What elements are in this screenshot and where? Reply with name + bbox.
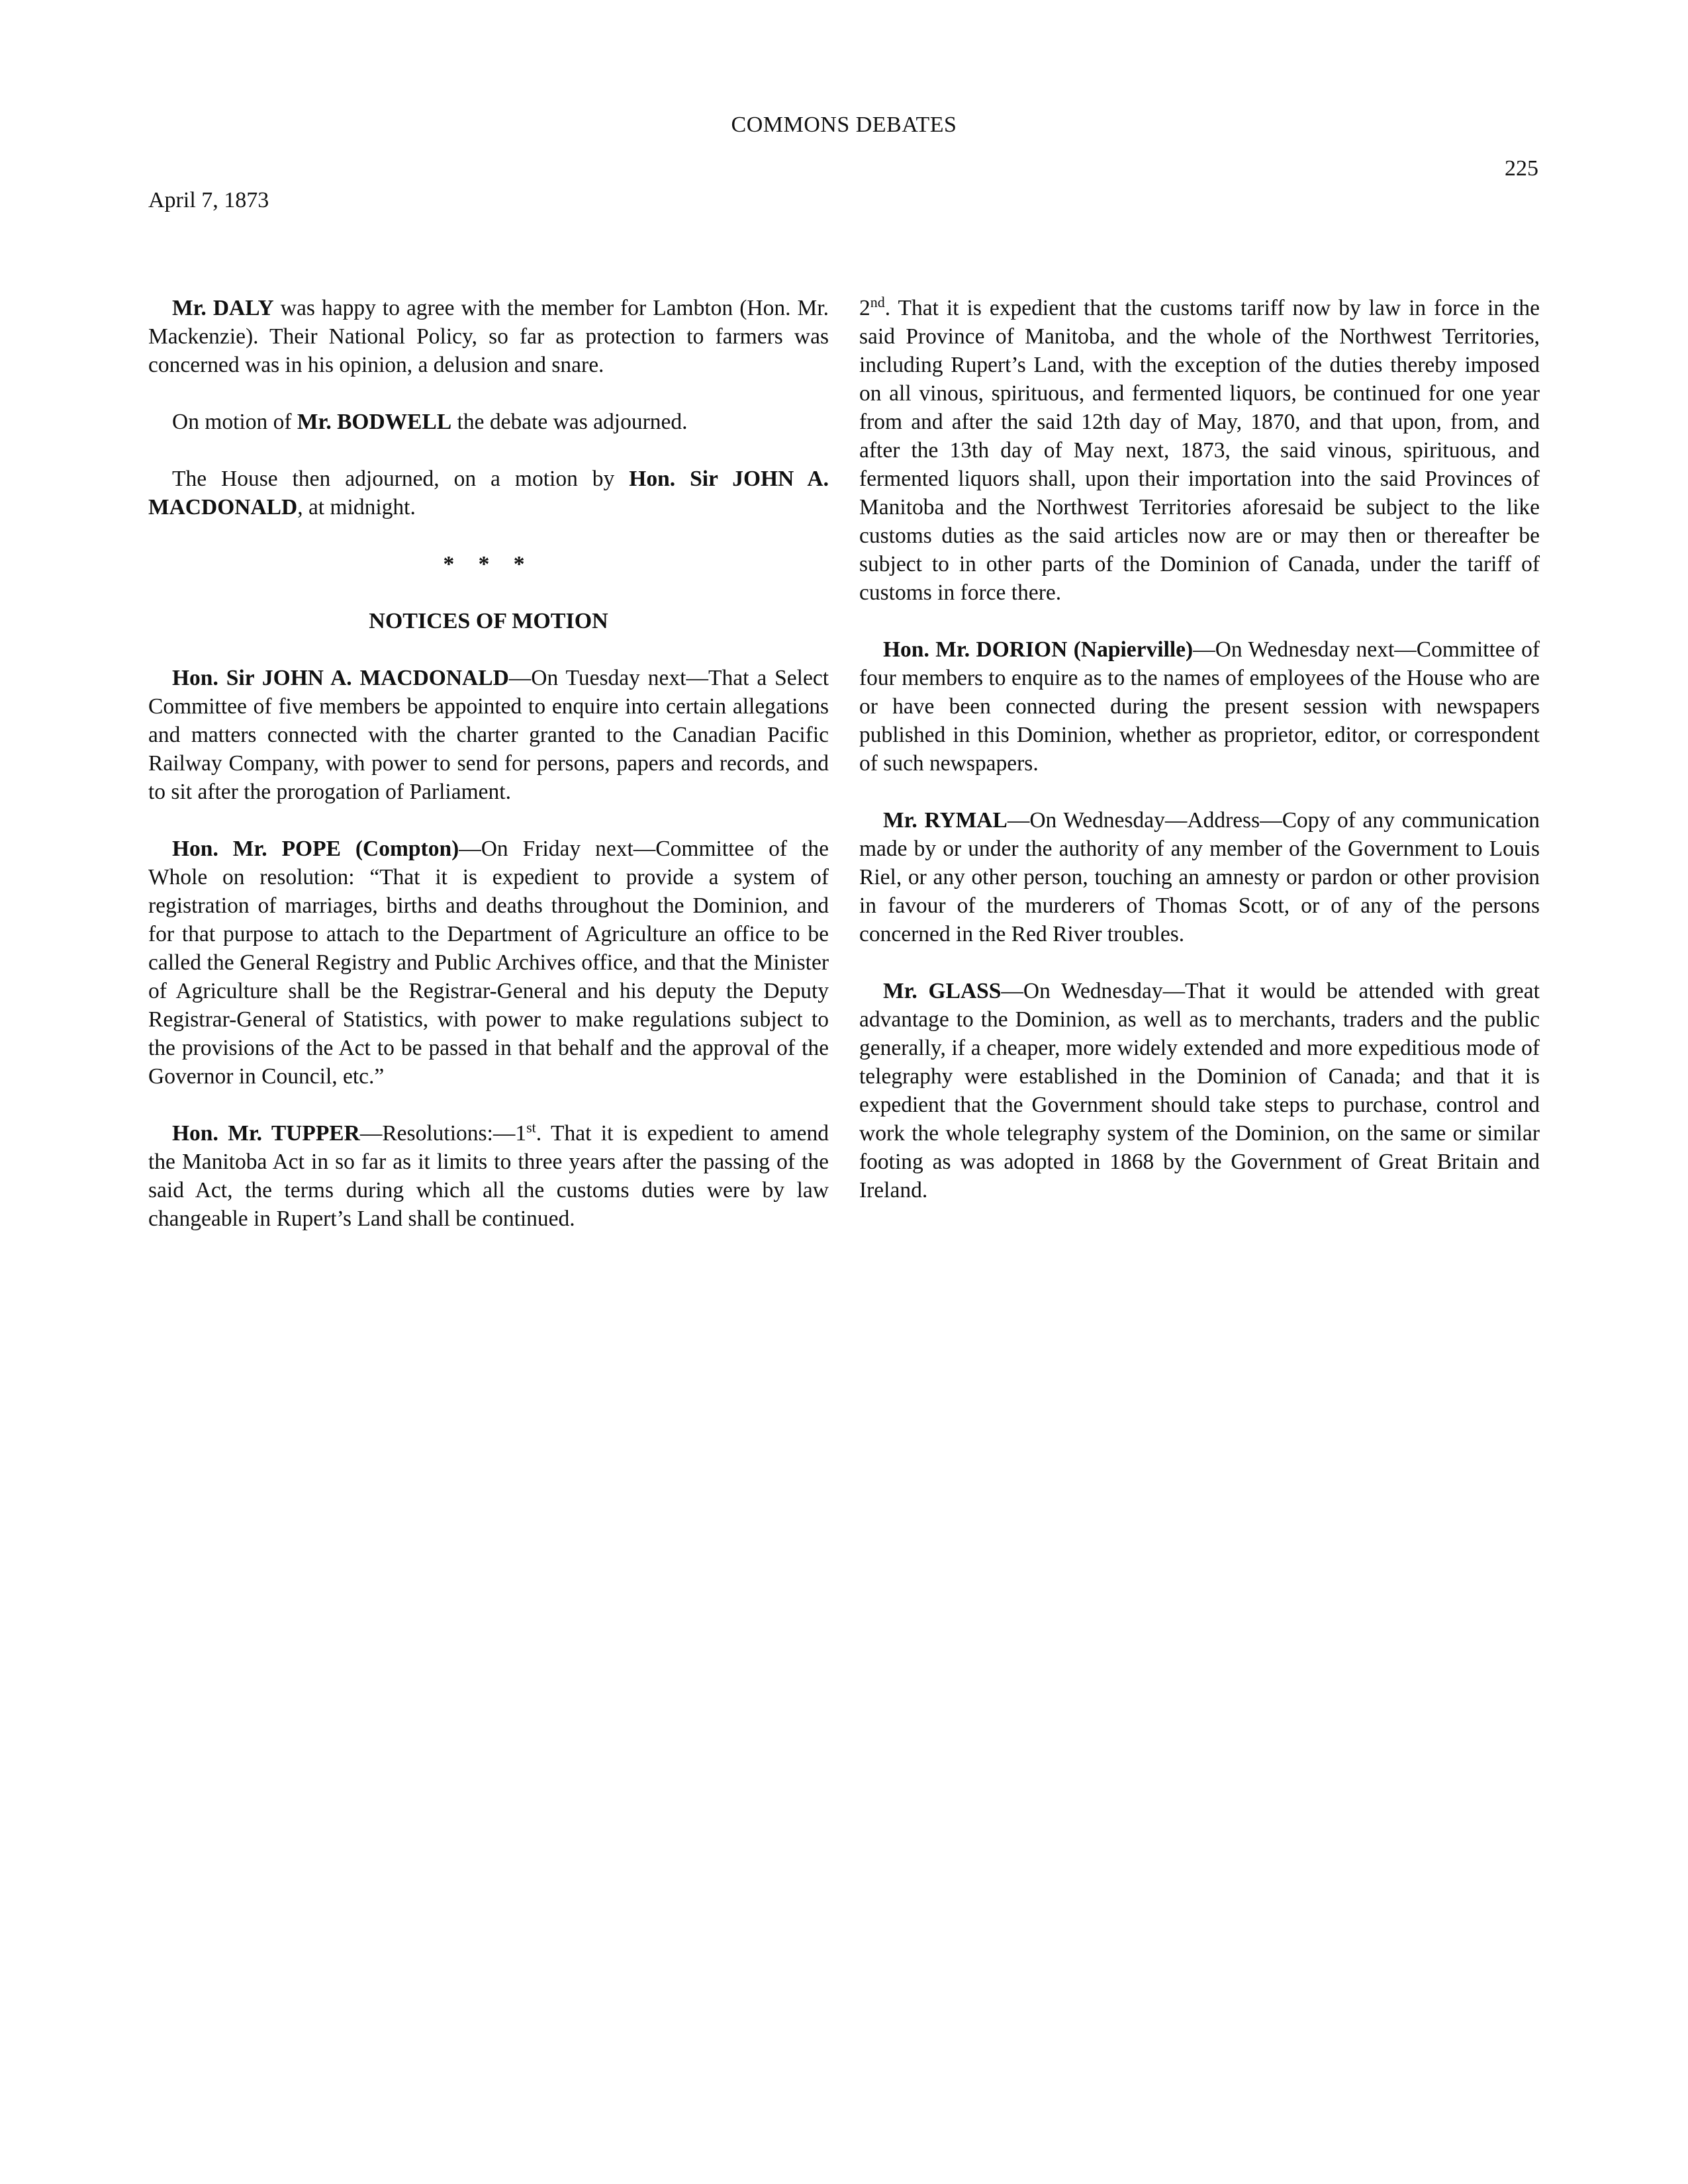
speaker-name: Mr. RYMAL [883, 808, 1008, 833]
paragraph-rymal-motion [859, 806, 1540, 948]
paragraph-text: was happy to agree with the member for Lambton (Hon. Mr. Mackenzie). Their National Policy, so far as protection to farmers was concerned was in his opinion, a delusion and snare. [148, 296, 829, 377]
section-heading: NOTICES OF MOTION [369, 609, 608, 633]
paragraph-text: —On Wednesday—Address—Copy of any communication made by or under the authority of any member of the Government to Louis Riel, or any other person, touching an amnesty or pardon or other provision in favour of the murderers of Thomas Scott, or of any of the persons concerned in the Red River troubles. [859, 808, 1540, 946]
paragraph-macdonald-motion [148, 664, 829, 806]
running-title: COMMONS DEBATES [731, 113, 957, 137]
speaker-name: Hon. Sir JOHN A. MACDONALD [148, 467, 829, 520]
speaker-name: Hon. Mr. POPE (Compton) [172, 837, 459, 861]
ordinal-suffix: nd [870, 293, 885, 310]
paragraph-text: The House then adjourned, on a motion by [172, 467, 630, 491]
left-column [148, 294, 829, 1261]
speaker-name: Hon. Sir JOHN A. MACDONALD [172, 666, 509, 690]
paragraph-text: On motion of [172, 410, 297, 434]
page-date: April 7, 1873 [148, 188, 269, 212]
paragraph-second-resolution [859, 294, 1540, 607]
paragraph-dorion-motion [859, 635, 1540, 778]
paragraph-text: —On Tuesday next—That a Select Committee of five members be appointed to enquire into certain allegations and matters connected with the charter granted to the Canadian Pacific Railway Company, with power to send for persons, papers and records, and to sit after the prorogation of Parliament. [148, 666, 829, 804]
section-separator: * * * [443, 552, 534, 576]
paragraph-text: . That it is expedient to amend the Manitoba Act in so far as it limits to three years after the passing of the said Act, the terms during which all the customs duties were by law changeable in Rupert’s Land shall be continued. [148, 1121, 829, 1231]
paragraph-text: . That it is expedient that the customs tariff now by law in force in the said Province of Manitoba, and the whole of the Northwest Territories, including Rupert’s Land, with the exception of the duties thereby imposed on all vinous, spirituous, and fermented liquors, be continued for one year from and after the said 12th day of May, 1870, and that upon, from, and after the 13th day of May next, 1873, the said vinous, spirituous, and fermented liquors shall, upon their importation into the said Provinces of Manitoba and the Northwest Territories aforesaid be subject to the like customs duties as the said articles now are or may then or thereafter be subject to in other parts of the Dominion of Canada, under the tariff of customs in force there. [859, 296, 1540, 605]
speaker-name: Mr. GLASS [883, 979, 1002, 1003]
paragraph-glass-motion [859, 977, 1540, 1205]
speaker-name: Hon. Mr. TUPPER [172, 1121, 360, 1146]
paragraph-tupper-resolutions [148, 1119, 829, 1233]
paragraph-text: the debate was adjourned. [451, 410, 688, 434]
paragraph-daly [148, 294, 829, 379]
paragraph-text: —On Wednesday next—Committee of four members to enquire as to the names of employees of the House who are or have been connected during the present session with newspapers published in this Dominion, whether as proprietor, editor, or correspondent of such newspapers. [859, 637, 1540, 776]
paragraph-text: —Resolutions:—1 [359, 1121, 527, 1146]
speaker-name: Mr. BODWELL [297, 410, 452, 434]
paragraph-pope-motion [148, 835, 829, 1091]
right-column [859, 294, 1540, 1233]
paragraph-text: , at midnight. [297, 495, 416, 520]
paragraph-text: —On Friday next—Committee of the Whole on resolution: “That it is expedient to provide a system of registration of marriages, births and deaths throughout the Dominion, and for that purpose to attach to the Department of Agriculture an office to be called the General Registry and Public Archives office, and that the Minister of Agriculture shall be the Registrar-General and his deputy the Deputy Registrar-General of Statistics, with power to make regulations subject to the provisions of the Act to be passed in that behalf and the approval of the Governor in Council, etc.” [148, 837, 829, 1089]
speaker-name: Hon. Mr. DORION (Napierville) [883, 637, 1194, 662]
paragraph-bodwell [148, 408, 829, 436]
paragraph-text: —On Wednesday—That it would be attended with great advantage to the Dominion, as well as to merchants, traders and the public generally, if a cheaper, more widely extended and more expeditious mode of telegraphy were established in the Dominion of Canada; and that it is expedient that the Government should take steps to purchase, control and work the whole telegraphy system of the Dominion, on the same or similar footing as was adopted in 1868 by the Government of Great Britain and Ireland. [859, 979, 1540, 1203]
ordinal-suffix: st [526, 1118, 536, 1136]
paragraph-text: 2 [859, 296, 870, 320]
page-number: 225 [1505, 156, 1538, 181]
paragraph-adjourned [148, 465, 829, 522]
speaker-name: Mr. DALY [172, 296, 274, 320]
